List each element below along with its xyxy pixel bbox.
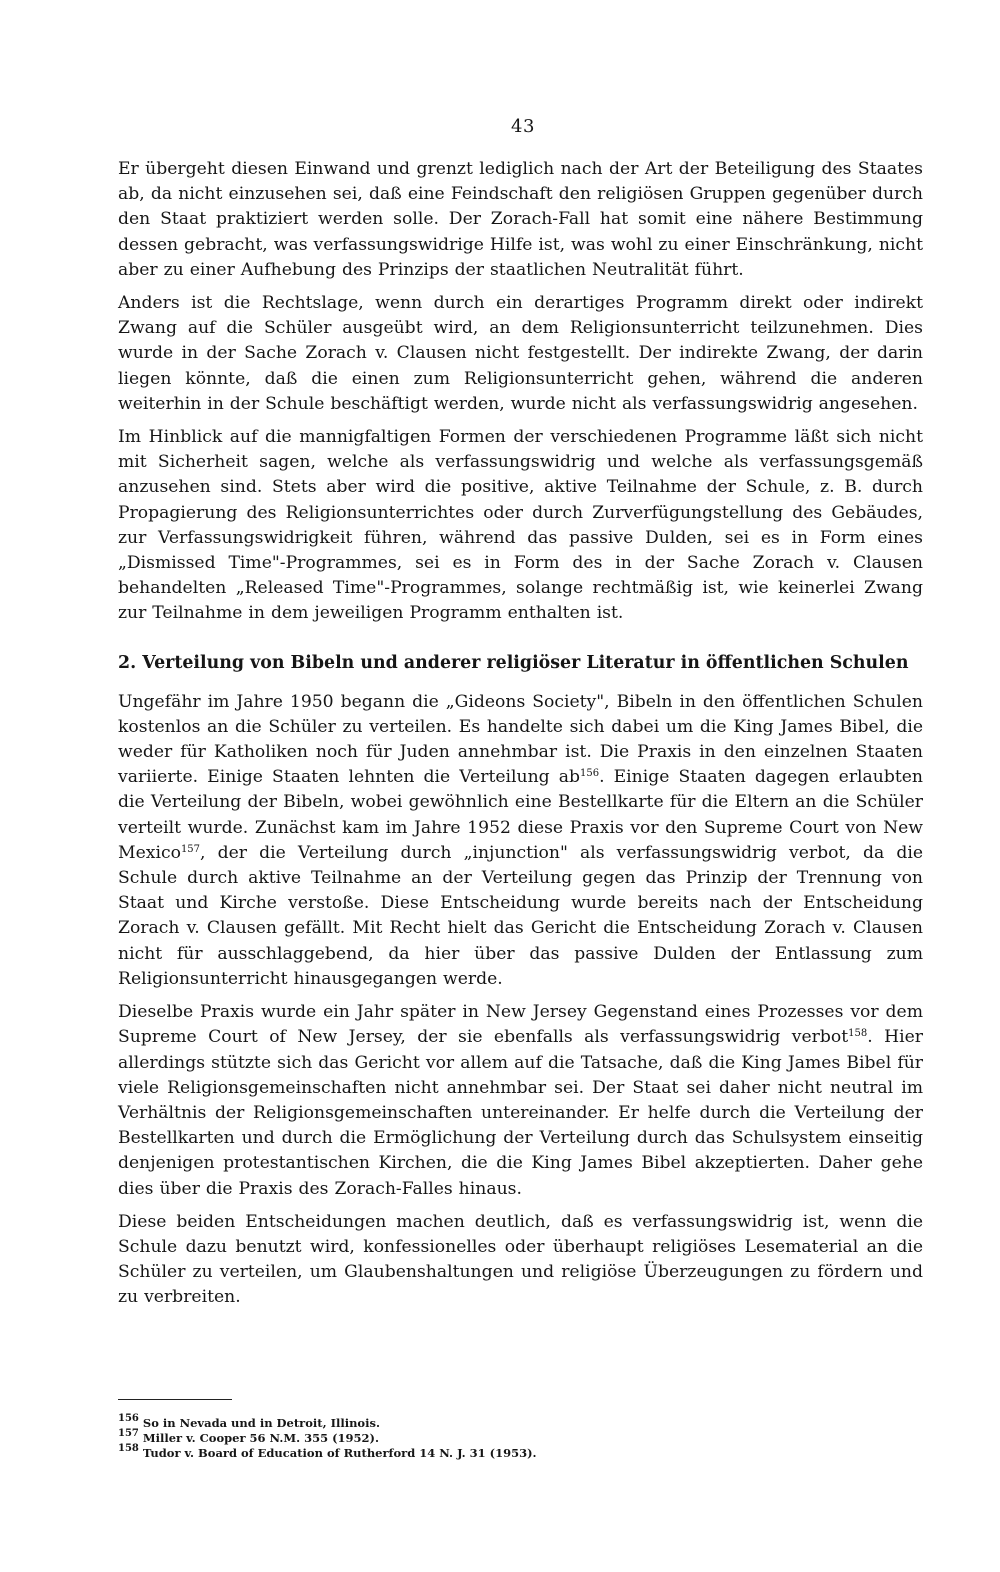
paragraph-4-text-c: , der die Verteilung durch „injunction" als verfassungswidrig verbot, da die Schule durch aktive Teilnahme an der Verteilung gegen das Prinzip der Trennung von Staat und Kirche verstoße. Diese Entscheidung wurde bereits nach der Entscheidung Zorach v. Clausen gefällt. Mit Recht hielt das Gericht die Entscheidung Zorach v. Clausen nicht für ausschlaggebend, da hier über das passive Dulden der Entlassung zum Religionsunterricht hinausgegangen werde. xyxy=(118,842,923,989)
footnotes xyxy=(118,1413,718,1461)
page-number: 43 xyxy=(511,116,535,137)
body-text xyxy=(118,157,923,1319)
footnote xyxy=(118,1443,718,1461)
footnote xyxy=(118,1428,718,1446)
paragraph-4-text-a: Ungefähr im Jahre 1950 begann die „Gideons Society", Bibeln in den öffentlichen Schulen kostenlos an die Schüler zu verteilen. Es handelte sich dabei um die King James Bibel, die weder für Katholiken noch für Juden annehmbar ist. Die Praxis in den einzelnen Staaten variierte. Einige Staaten lehnten die Verteilung ab xyxy=(118,691,923,788)
footnote-text: So in Nevada und in Detroit, Illinois. xyxy=(142,1416,380,1430)
paragraph-5 xyxy=(118,1000,923,1202)
footnote-mark: 156 xyxy=(118,1413,139,1424)
footnote-divider xyxy=(118,1399,232,1400)
section-heading: 2. Verteilung von Bibeln und anderer religiöser Literatur in öffentlichen Schulen xyxy=(118,652,909,673)
footnote xyxy=(118,1413,718,1431)
paragraph-3: Im Hinblick auf die mannigfaltigen Formen der verschiedenen Programme läßt sich nicht mit Sicherheit sagen, welche als verfassungswidrig und welche als verfassungsgemäß anzusehen sind. Stets aber wird die positive, aktive Teilnahme der Schule, z. B. durch Propagierung des Religionsunterrichtes oder durch Zurverfügungstellung des Gebäudes, zur Verfassungswidrigkeit führen, während das passive Dulden, sei es in Form eines „Dismissed Time"-Programmes, sei es in Form des in der Sache Zorach v. Clausen behandelten „Released Time"-Programmes, solange rechtmäßig ist, wie keinerlei Zwang zur Teilnahme in dem jeweiligen Programm enthalten ist. xyxy=(118,427,923,624)
paragraph-5-text-a: Dieselbe Praxis wurde ein Jahr später in New Jersey Gegenstand eines Prozesses vor dem Supreme Court of New Jersey, der sie ebenfalls als verfassungswidrig verbot xyxy=(118,1002,923,1048)
footnote-ref-157: 157 xyxy=(180,843,201,855)
footnote-mark: 158 xyxy=(118,1443,139,1454)
paragraph-4-text-b: . Einige Staaten dagegen erlaubten die Verteilung der Bibeln, wobei gewöhnlich eine Bestellkarte für die Eltern an die Schüler verteilt wurde. Zunächst kam im Jahre 1952 diese Praxis vor den Supreme Court von New Mexico xyxy=(118,767,923,863)
paragraph-6: Diese beiden Entscheidungen machen deutlich, daß es verfassungswidrig ist, wenn die Schule dazu benutzt wird, konfessionelles oder überhaupt religiöses Lesematerial an die Schüler zu verteilen, um Glaubenshaltungen und religiöse Überzeugungen zu fördern und zu verbreiten. xyxy=(118,1211,923,1308)
footnote-mark: 157 xyxy=(118,1428,139,1439)
paragraph-4 xyxy=(118,690,923,992)
footnote-ref-156: 156 xyxy=(580,768,600,780)
paragraph-2: Anders ist die Rechtslage, wenn durch ein derartiges Programm direkt oder indirekt Zwang auf die Schüler ausgeübt wird, an dem Religionsunterricht teilzunehmen. Dies wurde in der Sache Zorach v. Clausen nicht festgestellt. Der indirekte Zwang, der darin liegen könnte, daß die einen zum Religionsunterricht gehen, während die anderen weiterhin in der Schule beschäftigt werden, wurde nicht als verfassungswidrig angesehen. xyxy=(118,293,923,414)
footnote-text: Miller v. Cooper 56 N.M. 355 (1952). xyxy=(142,1431,379,1445)
paragraph-1: Er übergeht diesen Einwand und grenzt lediglich nach der Art der Beteiligung des Staates ab, da nicht einzusehen sei, daß eine Feindschaft den religiösen Gruppen gegenüber durch den Staat praktiziert werden solle. Der Zorach-Fall hat somit eine nähere Bestimmung dessen gebracht, was verfassungswidrige Hilfe ist, was wohl zu einer Einschränkung, nicht aber zu einer Aufhebung des Prinzips der staatlichen Neutralität führt. xyxy=(118,159,923,280)
footnote-ref-158: 158 xyxy=(848,1028,868,1040)
footnote-text: Tudor v. Board of Education of Rutherford 14 N. J. 31 (1953). xyxy=(142,1446,537,1460)
paragraph-5-text-b: . Hier allerdings stützte sich das Gericht vor allem auf die Tatsache, daß die King James Bibel für viele Religionsgemeinschaften nicht annehmbar sei. Der Staat sei daher nicht neutral im Verhältnis der Religionsgemeinschaften untereinander. Er helfe durch die Verteilung der Bestellkarten und durch die Ermöglichung der Verteilung durch das Schulsystem einseitig denjenigen protestantischen Kirchen, die die King James Bibel akzeptierten. Daher gehe dies über die Praxis des Zorach-Falles hinaus. xyxy=(118,1027,923,1199)
